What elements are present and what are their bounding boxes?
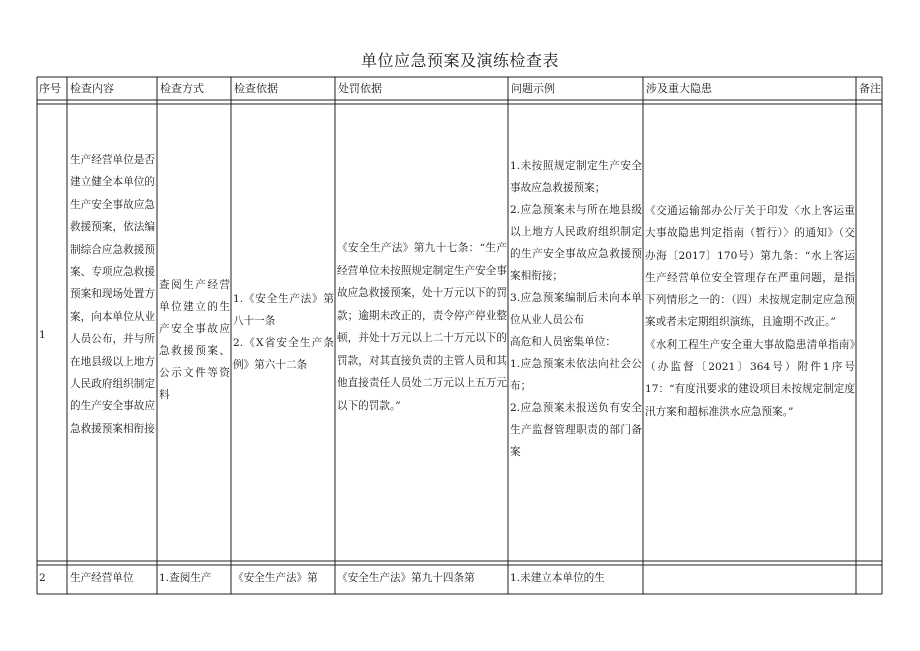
row1-examples: 1.未按照规定制定生产安全事故应急救援预案； 2.应急预案未与所在地县级以上地方人民政府组织制定的生产安全事故应急救援预案相衔接； 3.应急预案编制后未向本单位从业人员公布 高危和人员密集单位： 1.应急预案未依法向社会公布； 2.应急预案未报送负有安全生产监督管理职责的部门备案 [510, 160, 642, 458]
row1-hazards: 《交通运输部办公厅关于印发〈水上客运重大事故隐患判定指南（暂行）〉的通知》（交办海〔2017〕170号）第九条：“水上客运生产经营单位安全管理存在严重问题，是指下列情形之一的：（四）未按规定制定应急预案或者未定期组织演练，且逾期不改正。” 《水利工程生产安全重大事故隐患清单指南》（办监督〔2021〕364号）附件1序号17：“有度汛要求的建设项目未按规定制定度汛方案和超标准洪水应急预案。” [645, 205, 855, 418]
row2-method: 1.查阅生产 [159, 572, 212, 584]
row2-examples: 1.未建立本单位的生 [510, 572, 605, 584]
row1-penalty: 《安全生产法》第九十七条：“生产经营单位未按照规定制定生产安全事故应急救援预案，处十万元以下的罚款；逾期未改正的，责令停产停业整顿，并处十万元以上二十万元以下的罚款，对其直接负责的主管人员和其他直接责任人员处二万元以上五万元以下的罚款。” [337, 242, 507, 412]
header-penalty: 处罚依据 [338, 82, 382, 95]
row1-method: 查阅生产经营单位建立的生产安全事故应急救援预案、公示文件等资料 [159, 279, 230, 401]
row2-basis: 《安全生产法》第 [233, 572, 318, 584]
header-content: 检查内容 [70, 82, 114, 95]
row2-penalty: 《安全生产法》第九十四条第 [337, 572, 475, 584]
document-title: 单位应急预案及演练检查表 [360, 51, 559, 70]
header-examples: 问题示例 [511, 82, 555, 95]
row2-content: 生产经营单位 [70, 572, 134, 584]
header-method: 检查方式 [160, 82, 204, 95]
row2-no: 2 [39, 572, 46, 584]
header-basis: 检查依据 [234, 82, 278, 95]
header-hazards: 涉及重大隐患 [646, 82, 712, 95]
row1-basis: 1.《安全生产法》第八十一条 2.《X省安全生产条例》第六十二条 [233, 293, 334, 371]
header-no: 序号 [39, 82, 61, 95]
header-remarks: 备注 [859, 82, 881, 95]
row1-no: 1 [39, 329, 46, 341]
row1-content: 生产经营单位是否建立健全本单位的生产安全事故应急救援预案，依法编制综合应急救援预案、专项应急救援预案和现场处置方案，向本单位从业人员公布，并与所在地县级以上地方人民政府组织制定的生产安全事故应急救援预案相衔接 [70, 154, 155, 435]
